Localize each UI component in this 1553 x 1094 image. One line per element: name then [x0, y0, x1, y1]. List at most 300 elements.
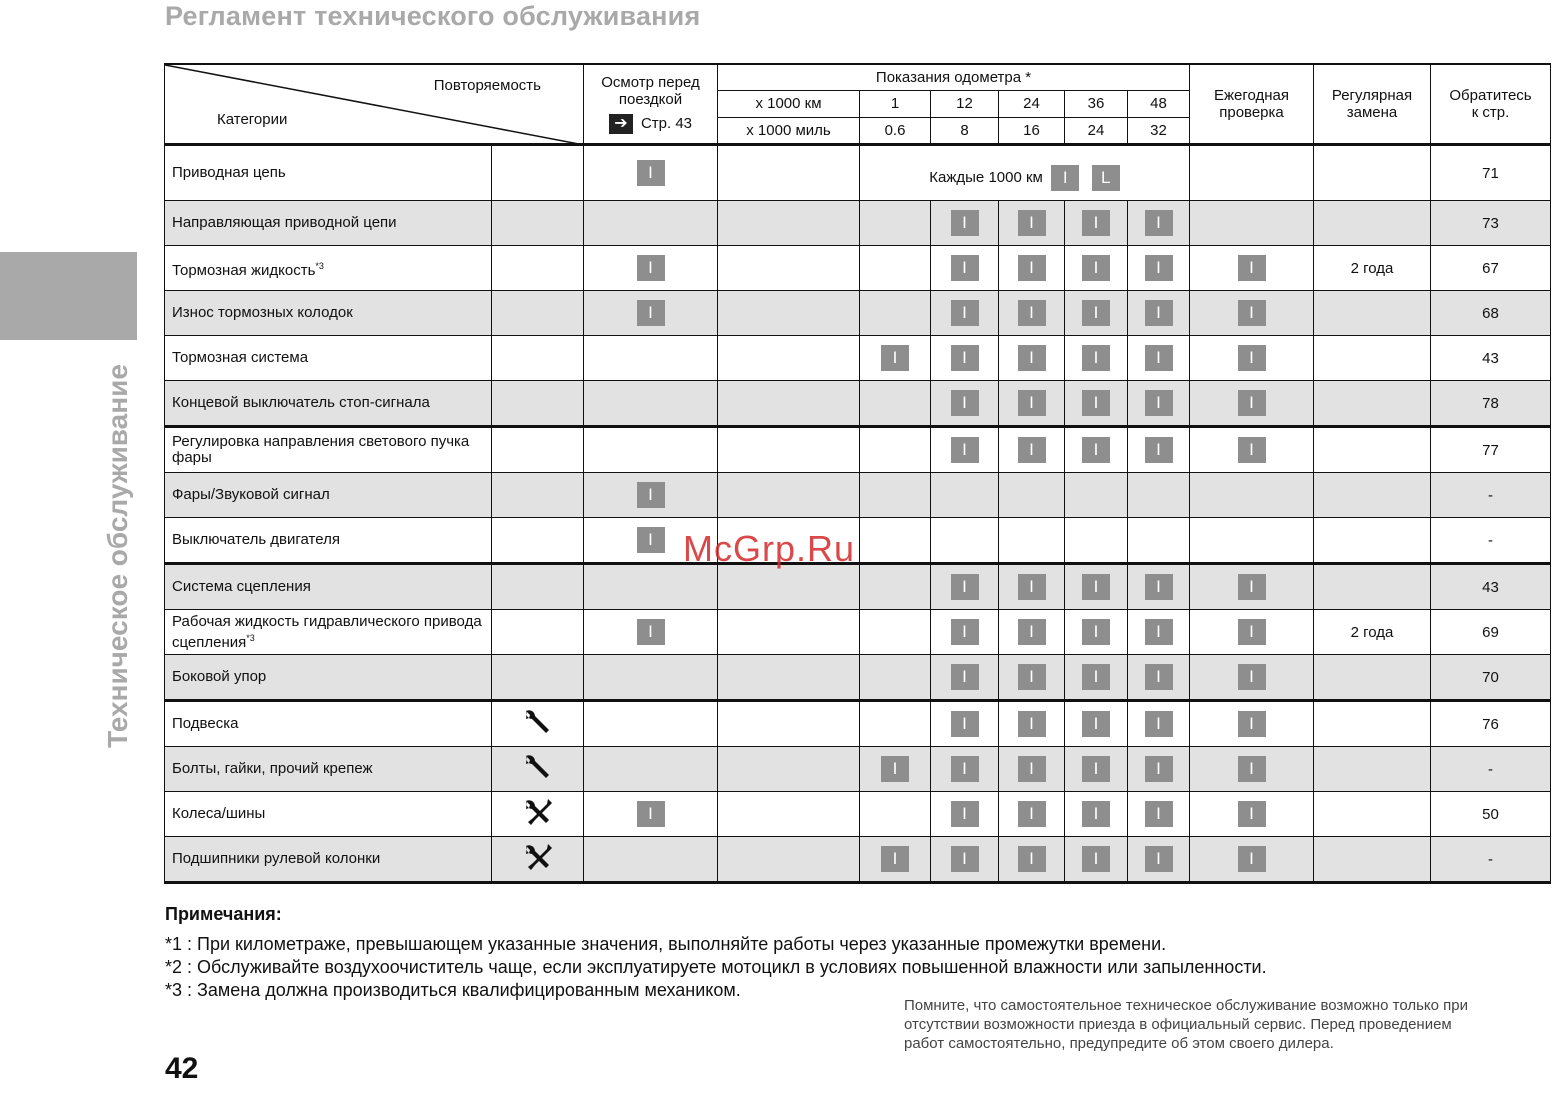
notes-title: Примечания: [165, 904, 282, 924]
interval-cell [931, 792, 999, 837]
category-name [165, 145, 492, 201]
interval-cell [860, 381, 931, 427]
tool-cell [492, 837, 584, 883]
unit-cell [718, 201, 860, 246]
annual-cell [1190, 518, 1314, 564]
category-name-text: Тормозная жидкость [172, 261, 316, 279]
inspect-mark: I [1145, 756, 1173, 782]
interval-cell [860, 291, 931, 336]
interval-cell [1065, 246, 1128, 291]
interval-cell [1128, 336, 1190, 381]
table-row [165, 655, 1551, 701]
interval-cell [1128, 246, 1190, 291]
annual-line: Ежегодная [1213, 87, 1290, 104]
inspect-mark: I [881, 345, 909, 371]
interval-cell [931, 837, 999, 883]
inspect-mark: I [1238, 390, 1266, 416]
tool-cell [492, 747, 584, 792]
inspect-mark: I [1018, 664, 1046, 690]
pre-ride-header [584, 64, 718, 145]
category-name [165, 427, 492, 473]
interval-cell [931, 701, 999, 747]
category-name-text: Фары/Звуковой сигнал [172, 486, 330, 503]
category-name-text: Рабочая жидкость гидравлического привода сцепления [172, 612, 482, 651]
inspect-mark: I [637, 801, 665, 827]
category-name-text: Тормозная система [172, 349, 309, 366]
annual-cell [1190, 336, 1314, 381]
page-ref: - [1488, 760, 1493, 778]
page-ref-cell [1431, 518, 1551, 564]
category-name [165, 291, 492, 336]
regular-header [1314, 64, 1431, 145]
interval-cell [999, 246, 1065, 291]
interval-cell [860, 201, 931, 246]
tool-cell [492, 610, 584, 655]
tool-cell [492, 246, 584, 291]
mile-value: 0.6 [860, 117, 931, 144]
interval-cell [1065, 747, 1128, 792]
annual-cell [1190, 246, 1314, 291]
category-name-text: Боковой упор [172, 668, 267, 685]
pre-ride-cell [584, 201, 718, 246]
category-name [165, 701, 492, 747]
table-row [165, 564, 1551, 610]
inspect-mark: I [1082, 300, 1110, 326]
section-tab [0, 252, 137, 340]
interval-cell [1128, 473, 1190, 518]
interval-cell [1065, 837, 1128, 883]
inspect-mark: I [1145, 390, 1173, 416]
pre-ride-ref: Стр. 43 [640, 114, 693, 132]
inspect-mark: I [951, 300, 979, 326]
category-name [165, 747, 492, 792]
page-ref: 50 [1482, 805, 1499, 823]
watermark: McGrp.Ru [683, 528, 856, 569]
unit-cell [718, 655, 860, 701]
category-name-text: Подвеска [172, 715, 239, 732]
header-diagonal-cell [165, 64, 584, 145]
interval-cell [1065, 473, 1128, 518]
category-name [165, 201, 492, 246]
interval-cell [860, 837, 931, 883]
category-name-text: Направляющая приводной цепи [172, 214, 397, 231]
inspect-mark: I [951, 345, 979, 371]
interval-cell [999, 747, 1065, 792]
interval-cell [860, 610, 931, 655]
regular-cell [1314, 564, 1431, 610]
inspect-mark: I [1238, 574, 1266, 600]
annual-cell [1190, 427, 1314, 473]
unit-cell [718, 747, 860, 792]
notes-section [165, 904, 1267, 1002]
category-name [165, 473, 492, 518]
page-ref: 43 [1482, 578, 1499, 596]
page-ref: 76 [1482, 715, 1499, 733]
interval-cell [931, 473, 999, 518]
inspect-mark: I [1018, 711, 1046, 737]
inspect-mark: I [1238, 437, 1266, 463]
maintenance-schedule-table [164, 63, 1551, 884]
km-value: 24 [999, 91, 1065, 117]
inspect-mark: I [1238, 664, 1266, 690]
interval-cell [999, 473, 1065, 518]
pre-ride-cell [584, 747, 718, 792]
inspect-mark: I [881, 756, 909, 782]
category-name-text: Система сцепления [172, 578, 311, 595]
inspect-mark: I [1018, 255, 1046, 281]
interval-cell [999, 610, 1065, 655]
interval-cell [931, 246, 999, 291]
pre-ride-cell [584, 336, 718, 381]
refer-line: к стр. [1471, 104, 1510, 121]
inspect-mark: I [1082, 801, 1110, 827]
interval-cell [1128, 610, 1190, 655]
inspect-mark: I [637, 255, 665, 281]
category-name [165, 564, 492, 610]
table-row [165, 336, 1551, 381]
unit-cell [718, 564, 860, 610]
inspect-mark: I [637, 300, 665, 326]
pre-ride-cell [584, 291, 718, 336]
remark-line: работ самостоятельно, предупредите об этом своего дилера. [904, 1035, 1334, 1052]
annual-cell [1190, 610, 1314, 655]
regular-cell [1314, 201, 1431, 246]
interval-cell [999, 792, 1065, 837]
footnote-ref: *3 [315, 260, 324, 271]
inspect-mark: I [1082, 664, 1110, 690]
inspect-mark: I [951, 664, 979, 690]
regular-cell [1314, 381, 1431, 427]
interval-cell [931, 336, 999, 381]
annual-cell [1190, 291, 1314, 336]
wrench-icon [521, 725, 555, 742]
inspect-mark: I [1018, 390, 1046, 416]
page-ref-cell [1431, 701, 1551, 747]
interval-cell [999, 701, 1065, 747]
page-title: Регламент технического обслуживания [165, 1, 701, 31]
unit-cell [718, 246, 860, 291]
regular-value: 2 года [1350, 623, 1394, 641]
inspect-mark: I [1082, 210, 1110, 236]
pre-ride-cell [584, 701, 718, 747]
interval-cell [1128, 792, 1190, 837]
wrench-screwdriver-icon [521, 860, 555, 877]
page-ref: 77 [1482, 441, 1499, 459]
page-ref-cell [1431, 246, 1551, 291]
inspect-mark: I [1145, 711, 1173, 737]
table-row [165, 701, 1551, 747]
interval-cell [931, 564, 999, 610]
regular-cell [1314, 792, 1431, 837]
inspect-mark: I [951, 801, 979, 827]
table-row [165, 473, 1551, 518]
page-ref-cell [1431, 427, 1551, 473]
interval-cell [1128, 201, 1190, 246]
pre-ride-cell [584, 381, 718, 427]
inspect-mark: I [1082, 255, 1110, 281]
interval-cell [860, 145, 1190, 201]
inspect-mark: I [1145, 437, 1173, 463]
category-name [165, 381, 492, 427]
interval-cell [1128, 747, 1190, 792]
table-row [165, 427, 1551, 473]
page-ref: 69 [1482, 623, 1499, 641]
interval-cell [1065, 381, 1128, 427]
unit-cell [718, 792, 860, 837]
inspect-mark: I [951, 210, 979, 236]
page-ref-cell [1431, 381, 1551, 427]
lubricate-mark: L [1092, 165, 1120, 191]
category-name [165, 655, 492, 701]
inspect-mark: I [1145, 300, 1173, 326]
interval-cell [999, 837, 1065, 883]
pre-ride-cell [584, 427, 718, 473]
inspect-mark: I [1145, 210, 1173, 236]
inspect-mark: I [1238, 756, 1266, 782]
miles-unit-label: x 1000 миль [718, 117, 860, 144]
annual-cell [1190, 145, 1314, 201]
regular-cell [1314, 655, 1431, 701]
inspect-mark: I [951, 756, 979, 782]
footnote-ref: *3 [246, 632, 255, 643]
page-ref-cell [1431, 610, 1551, 655]
unit-cell [718, 837, 860, 883]
refer-line: Обратитесь [1449, 87, 1532, 104]
tool-cell [492, 473, 584, 518]
page-ref: - [1488, 486, 1493, 504]
inspect-mark: I [1082, 390, 1110, 416]
interval-cell [860, 246, 931, 291]
inspect-mark: I [1238, 801, 1266, 827]
category-name-text: Подшипники рулевой колонки [172, 850, 381, 867]
inspect-mark: I [1018, 619, 1046, 645]
interval-cell [1128, 427, 1190, 473]
odometer-header: Показания одометра * [718, 64, 1190, 91]
pre-ride-cell [584, 473, 718, 518]
inspect-mark: I [1145, 255, 1173, 281]
annual-cell [1190, 655, 1314, 701]
annual-cell [1190, 564, 1314, 610]
tool-cell [492, 564, 584, 610]
interval-cell [999, 201, 1065, 246]
regular-cell [1314, 747, 1431, 792]
category-name-text: Концевой выключатель стоп-сигнала [172, 394, 430, 411]
inspect-mark: I [881, 846, 909, 872]
inspect-mark: I [1018, 846, 1046, 872]
interval-cell [1065, 427, 1128, 473]
inspect-mark: I [1145, 664, 1173, 690]
interval-cell [1065, 291, 1128, 336]
inspect-mark: I [1018, 300, 1046, 326]
inspect-mark: I [1145, 574, 1173, 600]
inspect-mark: I [1018, 801, 1046, 827]
interval-cell [931, 381, 999, 427]
unit-cell [718, 145, 860, 201]
annual-line: проверка [1219, 104, 1284, 121]
category-name [165, 792, 492, 837]
table-row [165, 518, 1551, 564]
inspect-mark: I [951, 574, 979, 600]
inspect-mark: I [951, 619, 979, 645]
inspect-mark: I [637, 482, 665, 508]
annual-cell [1190, 473, 1314, 518]
interval-cell [860, 747, 931, 792]
remark-line: отсутствии возможности приезда в официальный сервис. Перед проведением [904, 1016, 1452, 1033]
mile-value: 32 [1128, 117, 1190, 144]
category-name-text: Приводная цепь [172, 164, 286, 181]
pre-ride-line: Осмотр перед [601, 74, 700, 91]
interval-cell [999, 291, 1065, 336]
inspect-mark: I [1238, 300, 1266, 326]
inspect-mark: I [1082, 345, 1110, 371]
inspect-mark: I [1082, 619, 1110, 645]
inspect-mark: I [1238, 711, 1266, 737]
table-row [165, 747, 1551, 792]
interval-cell [860, 655, 931, 701]
interval-cell [1065, 564, 1128, 610]
page-ref-cell [1431, 473, 1551, 518]
interval-cell [1128, 518, 1190, 564]
inspect-mark: I [1018, 345, 1046, 371]
interval-cell [1128, 701, 1190, 747]
section-label: Техническое обслуживание [102, 364, 133, 748]
interval-cell [999, 381, 1065, 427]
category-name [165, 837, 492, 883]
page-ref: 78 [1482, 394, 1499, 412]
interval-cell [999, 427, 1065, 473]
regular-value: 2 года [1350, 259, 1394, 277]
table-row [165, 381, 1551, 427]
tool-cell [492, 701, 584, 747]
inspect-mark: I [637, 527, 665, 553]
wrench-screwdriver-icon [521, 815, 555, 832]
pre-ride-cell [584, 792, 718, 837]
page-ref: 43 [1482, 349, 1499, 367]
interval-cell [1065, 655, 1128, 701]
page-ref-cell [1431, 747, 1551, 792]
page-ref-cell [1431, 655, 1551, 701]
category-name-text: Износ тормозных колодок [172, 304, 353, 321]
inspect-mark: I [951, 390, 979, 416]
annual-cell [1190, 201, 1314, 246]
tool-cell [492, 381, 584, 427]
inspect-mark: I [951, 437, 979, 463]
tool-cell [492, 201, 584, 246]
inspect-mark: I [1145, 846, 1173, 872]
interval-cell [860, 336, 931, 381]
interval-cell [1065, 518, 1128, 564]
interval-cell [1065, 610, 1128, 655]
inspect-mark: I [1018, 210, 1046, 236]
page-ref-cell [1431, 336, 1551, 381]
interval-cell [999, 336, 1065, 381]
category-name-text: Колеса/шины [172, 805, 266, 822]
interval-cell [860, 518, 931, 564]
category-name-text: Болты, гайки, прочий крепеж [172, 760, 373, 777]
mile-value: 8 [931, 117, 999, 144]
note-line: *1 : При километраже, превышающем указанные значения, выполняйте работы через указанные промежутки времени. [165, 934, 1167, 954]
inspect-mark: I [1238, 255, 1266, 281]
interval-cell [999, 564, 1065, 610]
inspect-mark: I [1145, 801, 1173, 827]
annual-header [1190, 64, 1314, 145]
tool-cell [492, 145, 584, 201]
table-row [165, 145, 1551, 201]
inspect-mark: I [1082, 756, 1110, 782]
regular-cell [1314, 336, 1431, 381]
regular-cell [1314, 701, 1431, 747]
category-name-text: Выключатель двигателя [172, 531, 340, 548]
km-unit-label: x 1000 км [718, 91, 860, 117]
table-row [165, 201, 1551, 246]
tool-cell [492, 336, 584, 381]
page-ref: 68 [1482, 304, 1499, 322]
pre-ride-cell [584, 246, 718, 291]
every-1000-label: Каждые 1000 км [929, 168, 1043, 186]
inspect-mark: I [1018, 574, 1046, 600]
inspect-mark: I [951, 711, 979, 737]
regular-line: замена [1346, 104, 1398, 121]
interval-cell [1065, 701, 1128, 747]
unit-cell [718, 701, 860, 747]
category-name-text: Регулировка направления светового пучка фары [172, 433, 470, 466]
unit-cell [718, 473, 860, 518]
interval-cell [1128, 291, 1190, 336]
interval-cell [860, 701, 931, 747]
mile-value: 24 [1065, 117, 1128, 144]
interval-cell [1065, 336, 1128, 381]
annual-cell [1190, 792, 1314, 837]
interval-cell [860, 473, 931, 518]
pre-ride-cell [584, 564, 718, 610]
interval-cell [931, 201, 999, 246]
inspect-mark: I [1082, 711, 1110, 737]
tool-cell [492, 427, 584, 473]
inspect-mark: I [1145, 619, 1173, 645]
page-ref: 73 [1482, 214, 1499, 232]
page-ref-cell [1431, 201, 1551, 246]
inspect-mark: I [1145, 345, 1173, 371]
page-ref: 71 [1482, 164, 1499, 182]
note-line: *3 : Замена должна производиться квалифицированным механиком. [165, 980, 741, 1000]
category-name [165, 610, 492, 655]
table-row [165, 792, 1551, 837]
interval-cell [860, 427, 931, 473]
pre-ride-cell [584, 145, 718, 201]
annual-cell [1190, 701, 1314, 747]
regular-cell [1314, 473, 1431, 518]
interval-cell [1065, 792, 1128, 837]
tool-cell [492, 518, 584, 564]
unit-cell [718, 336, 860, 381]
tool-cell [492, 291, 584, 336]
interval-cell [999, 518, 1065, 564]
interval-cell [860, 564, 931, 610]
note-line: *2 : Обслуживайте воздухоочиститель чаще, если эксплуатируете мотоцикл в условиях повышенной влажности или запыленности. [165, 957, 1267, 977]
table-row [165, 610, 1551, 655]
interval-cell [1128, 655, 1190, 701]
interval-cell [931, 610, 999, 655]
page-ref-cell [1431, 564, 1551, 610]
wrench-icon [521, 770, 555, 787]
regular-cell [1314, 145, 1431, 201]
inspect-mark: I [1238, 345, 1266, 371]
pre-ride-cell [584, 610, 718, 655]
page-ref: 67 [1482, 259, 1499, 277]
inspect-mark: I [951, 846, 979, 872]
interval-cell [860, 792, 931, 837]
arrow-right-icon: ➔ [609, 114, 633, 134]
